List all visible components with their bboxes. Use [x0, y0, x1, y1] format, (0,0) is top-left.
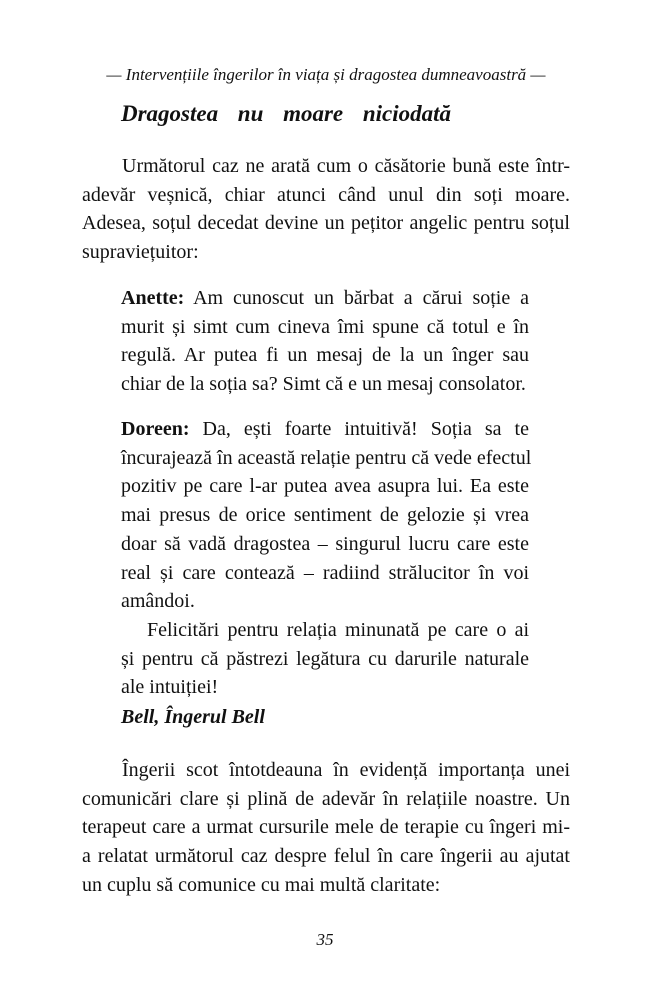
speaker-anette: Anette:: [121, 287, 185, 309]
anette-line-1: [121, 284, 529, 313]
bell-line-2: comunicări clare și plină de adevăr în relațiile noastre. Un: [82, 787, 570, 810]
anette-line-4: chiar de la soția sa? Simt că e un mesaj consolator.: [121, 373, 526, 396]
doreen-followup-line-1: Felicitări pentru relația minunată pe care o ai: [147, 618, 529, 641]
intro-line-4: supraviețuitor:: [82, 241, 199, 264]
anette-paragraph: [121, 284, 529, 399]
doreen-line-4: mai presus de orice sentiment de gelozie și vrea: [121, 504, 529, 527]
doreen-line-7: amândoi.: [121, 590, 195, 613]
bell-line-3: terapeut care a urmat cursurile mele de terapie cu îngeri mi-: [82, 816, 570, 839]
section-title-bell: Bell, Îngerul Bell: [121, 706, 265, 728]
bell-line-1: Îngerii scot întotdeauna în evidență importanța unei: [122, 759, 570, 781]
doreen-line-1: [121, 415, 529, 444]
doreen-followup-line-3: ale intuiției!: [121, 676, 219, 699]
speaker-doreen: Doreen:: [121, 418, 190, 440]
anette-line-3: regulă. Ar putea fi un mesaj de la un înger sau: [121, 344, 529, 367]
running-head: — Intervențiile îngerilor în viața și dragostea dumneavoastră —: [106, 65, 546, 84]
doreen-line-2: încurajează în această relație pentru că vede efectul: [121, 446, 532, 469]
doreen-line-1-text: Da, ești foarte intuitivă! Soția sa te: [189, 418, 529, 440]
anette-line-2: murit și simt cum cineva îmi spune că totul e în: [121, 315, 529, 338]
intro-line-2: adevăr veșnică, chiar atunci când unul din soți moare.: [82, 183, 570, 206]
bell-line-4: a relatat următorul caz despre felul în care îngerii au ajutat: [82, 845, 570, 868]
bell-line-5: un cuplu să comunice cu mai multă claritate:: [82, 873, 441, 896]
doreen-line-3: pozitiv pe care l-ar putea avea asupra lui. Ea este: [121, 475, 529, 498]
intro-line-3: Adesea, soțul decedat devine un pețitor angelic pentru soțul: [82, 212, 570, 235]
page-number: 35: [316, 930, 334, 949]
doreen-paragraph: [121, 415, 532, 702]
doreen-line-6: real și care contează – radiind strălucitor în voi: [121, 561, 529, 584]
doreen-line-5: doar să vadă dragostea – singurul lucru care este: [121, 532, 529, 555]
section-title-dragostea: Dragostea nu moare niciodată: [121, 101, 451, 126]
bell-paragraph: [82, 756, 570, 900]
anette-line-1-text: Am cunoscut un bărbat a cărui soție a: [184, 287, 529, 309]
intro-paragraph: [82, 152, 570, 267]
intro-line-1: Următorul caz ne arată cum o căsătorie bună este într-: [122, 155, 570, 177]
doreen-followup-line-2: și pentru că păstrezi legătura cu darurile naturale: [121, 647, 529, 670]
